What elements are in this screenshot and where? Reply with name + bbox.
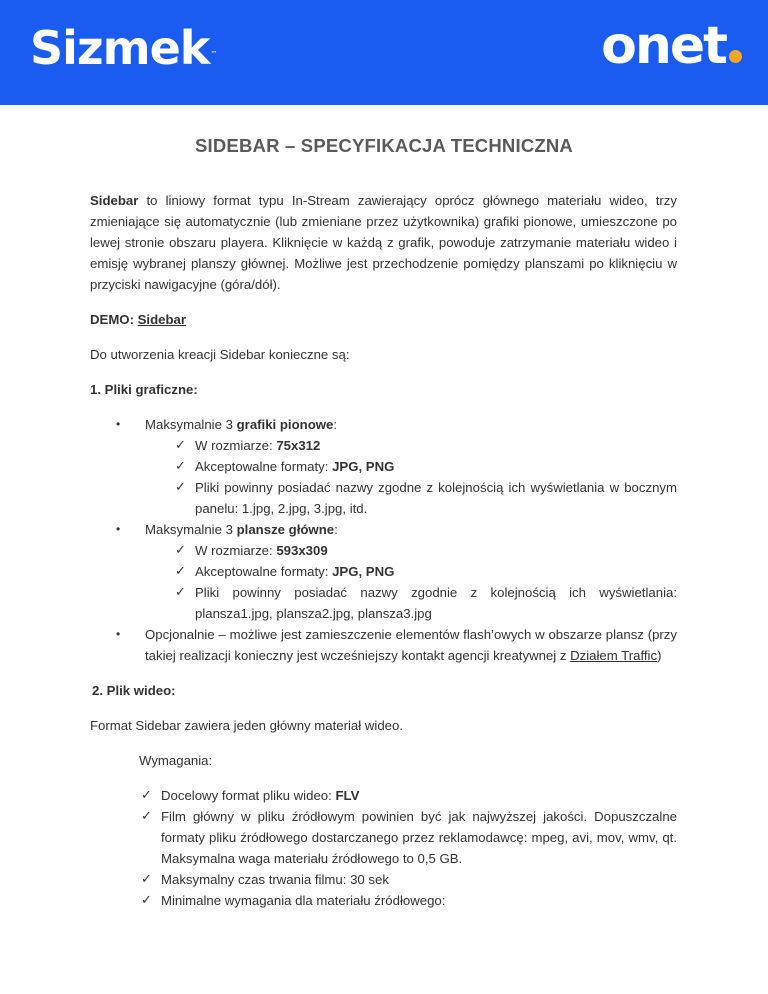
demo-label: DEMO: bbox=[90, 312, 138, 327]
main-boards-label: plansze główne bbox=[236, 522, 335, 537]
demo-line bbox=[90, 309, 677, 330]
list-item: ✓ Pliki powinny posiadać nazwy zgodnie z kolejnością ich wyświetlania: plansza1.jpg, plansza2.jpg, plansza3.jpg bbox=[175, 582, 677, 624]
video-requirements-list bbox=[141, 785, 677, 911]
main-boards-specs bbox=[175, 540, 677, 624]
requirements-label: Wymagania: bbox=[139, 753, 213, 768]
list-item: ✓ Docelowy format pliku wideo: FLV bbox=[141, 785, 677, 806]
video-intro: Format Sidebar zawiera jeden główny materiał wideo. bbox=[90, 718, 403, 733]
list-item: ✓ Akceptowalne formaty: JPG, PNG bbox=[175, 561, 677, 582]
list-item: ✓ Minimalne wymagania dla materiału źródłowego: bbox=[141, 890, 677, 911]
onet-logo bbox=[601, 14, 742, 78]
traffic-dept-link[interactable]: Działem Traffic bbox=[570, 648, 658, 663]
vertical-graphics-specs bbox=[175, 435, 677, 519]
document-body bbox=[90, 190, 677, 911]
demo-link[interactable]: Sidebar bbox=[137, 312, 186, 327]
header-banner bbox=[0, 0, 768, 105]
onet-logo-text: onet bbox=[601, 16, 726, 76]
list-item-vertical-graphics: • Maksymalnie 3 grafiki pionowe: ✓ W rozmiarze: 75x312 ✓ Akceptowalne formaty: JPG, PNG ✓ Pliki powinny posiadać nazwy zgodne z kolejnością ich wyświetlania w bocznym panelu: 1.jpg, 2.jpg, 3.jpg, itd. bbox=[90, 414, 677, 519]
page-title: SIDEBAR – SPECYFIKACJA TECHNICZNA bbox=[194, 135, 573, 156]
graphics-list bbox=[90, 414, 677, 666]
onet-dot-icon bbox=[729, 50, 742, 63]
list-item: ✓ Pliki powinny posiadać nazwy zgodne z kolejnością ich wyświetlania w bocznym panelu: 1.jpg, 2.jpg, 3.jpg, itd. bbox=[175, 477, 677, 519]
list-item: ✓ W rozmiarze: 593x309 bbox=[175, 540, 677, 561]
section1-heading: 1. Pliki graficzne: bbox=[90, 382, 198, 397]
list-item: ✓ Maksymalny czas trwania filmu: 30 sek bbox=[141, 869, 677, 890]
sizmek-logo-text: Sizmek bbox=[30, 21, 210, 75]
sizmek-logo bbox=[30, 18, 218, 78]
list-item: ✓ W rozmiarze: 75x312 bbox=[175, 435, 677, 456]
intro-bold-word: Sidebar bbox=[90, 193, 139, 208]
list-item-main-boards: • Maksymalnie 3 plansze główne: ✓ W rozmiarze: 593x309 ✓ Akceptowalne formaty: JPG, PNG ✓ Pliki powinny posiadać nazwy zgodnie z kolejnością ich wyświetlania: plansza1.jpg, plansza2.jpg, plansza3.jpg bbox=[90, 519, 677, 624]
trademark-mark: ™ bbox=[210, 50, 218, 58]
intro-paragraph bbox=[90, 190, 677, 295]
vertical-graphics-label: grafiki pionowe bbox=[236, 417, 334, 432]
list-item: ✓ Film główny w pliku źródłowym powinien być jak najwyższej jakości. Dopuszczalne formaty pliku źródłowego dostarczanego przez reklamodawcę: mpeg, avi, mov, wmv, qt. Maksymalna waga materiału źródłowego to 0,5 GB. bbox=[141, 806, 677, 869]
list-item: ✓ Akceptowalne formaty: JPG, PNG bbox=[175, 456, 677, 477]
section2-heading: 2. Plik wideo: bbox=[92, 683, 176, 698]
list-item-optional-flash: • Opcjonalnie – możliwe jest zamieszczenie elementów flash’owych w obszarze plansz (przy takiej realizacji konieczny jest wcześniejszy kontakt agencji kreatywnej z Działem Traffic) bbox=[90, 624, 677, 666]
intro-text: to liniowy format typu In-Stream zawierający oprócz głównego materiału wideo, trzy zmieniające się automatycznie (lub zmieniane przez użytkownika) grafiki pionowe, umieszczone po lewej stronie obszaru playera. Kliknięcie w każdą z grafik, powoduje zatrzymanie materiału wideo i emisję wybranej planszy głównej. Możliwe jest przechodzenie pomiędzy planszami po kliknięciu w przyciski nawigacyjne (góra/dół). bbox=[90, 193, 677, 292]
required-intro: Do utworzenia kreacji Sidebar konieczne są: bbox=[90, 347, 350, 362]
